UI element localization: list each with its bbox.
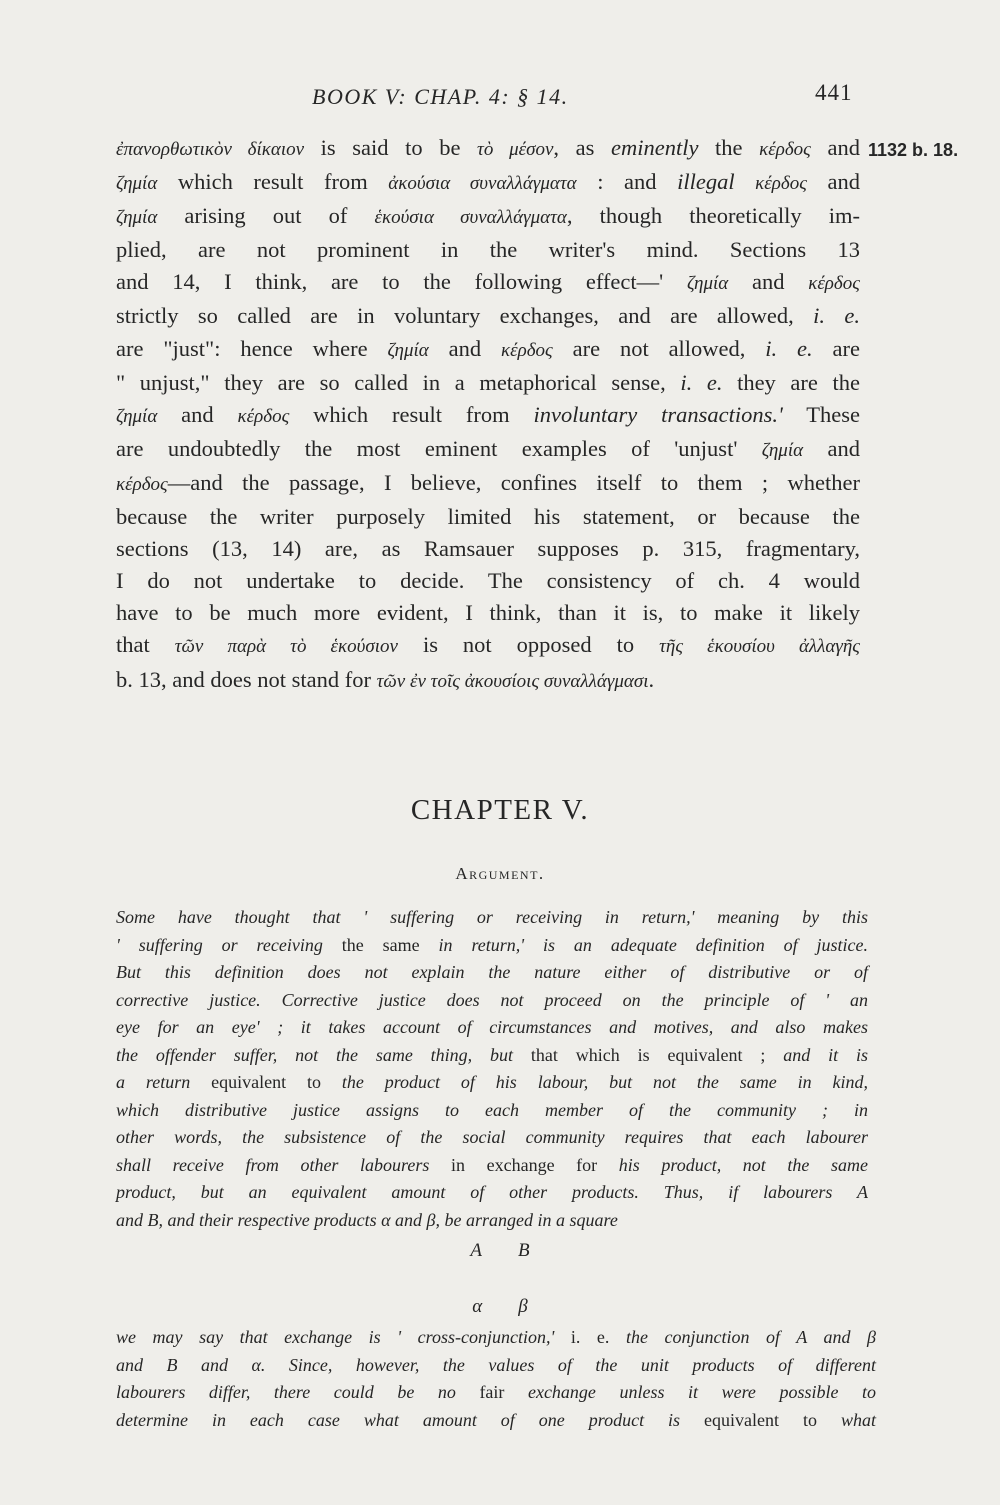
text-run: strictly so called are in voluntary exchanges, and are allowed, xyxy=(116,303,814,329)
argument-continuation xyxy=(116,1324,876,1434)
text-run: ' suffering or receiving xyxy=(116,934,323,955)
text-run: corrective justice. Corrective justice does not proceed on the principle of ' an xyxy=(116,989,868,1010)
roman-run: equivalent to xyxy=(190,1072,342,1092)
argument-line xyxy=(116,1407,876,1435)
text-run: other words, the subsistence of the social community requires that each labourer xyxy=(116,1127,868,1147)
body-line xyxy=(116,467,860,501)
text-run: Some have thought that ' suffering or receiving in return,' meaning by this xyxy=(116,907,868,927)
text-run: is not opposed to xyxy=(397,632,660,658)
argument-line xyxy=(116,1042,868,1070)
text-run: " unjust," they are so called in a metaphorical sense, xyxy=(116,369,681,395)
body-line xyxy=(116,266,860,300)
text-run: what xyxy=(840,1409,876,1430)
text-run: are xyxy=(812,335,860,361)
argument-line xyxy=(116,1379,876,1407)
text-run: that xyxy=(116,632,175,658)
text-run: a return xyxy=(116,1072,191,1092)
text-run: in return,' is an adequate definition of justice. xyxy=(438,934,868,955)
greek-phrase: ἀκούσια συναλλάγματα xyxy=(388,173,577,195)
argument-line xyxy=(116,1124,868,1152)
text-run: are "just": hence where xyxy=(116,335,388,361)
body-line xyxy=(116,565,860,597)
greek-phrase: ἐπανορθωτικὸν δίκαιον xyxy=(116,139,305,160)
text-run: and it is xyxy=(783,1044,868,1065)
argument-line xyxy=(116,1097,868,1125)
body-line xyxy=(116,132,860,166)
square-letter: A xyxy=(470,1240,482,1261)
text-run: I do not undertake to decide. The consistency of ch. 4 would xyxy=(116,568,860,594)
square-top-row xyxy=(0,1240,1000,1262)
greek-phrase: ζημία xyxy=(116,207,158,229)
body-line xyxy=(116,399,860,433)
greek-phrase: κέρδος xyxy=(237,405,290,427)
argument-line xyxy=(116,904,868,932)
text-run: the xyxy=(698,135,760,160)
body-line xyxy=(116,501,860,533)
argument-line xyxy=(116,1352,876,1380)
body-line xyxy=(116,533,860,565)
text-run: the offender suffer, not the same thing, but xyxy=(116,1044,514,1065)
text-run: and xyxy=(810,135,860,160)
body-text xyxy=(116,132,860,698)
greek-phrase: κέρδος xyxy=(500,339,553,361)
text-run: , as xyxy=(553,135,611,160)
text-run: are not allowed, xyxy=(552,335,766,361)
argument-text xyxy=(116,904,868,1234)
square-letter: β xyxy=(518,1296,528,1317)
body-line xyxy=(116,300,860,332)
body-line xyxy=(116,597,860,629)
argument-line xyxy=(116,1324,876,1352)
text-run: the conjunction of A and β xyxy=(625,1327,876,1347)
text-run: labourers differ, there could be no xyxy=(116,1382,456,1402)
argument-line xyxy=(116,1014,868,1042)
text-run: which result from xyxy=(157,169,389,195)
greek-phrase: τῶν ἐν τοῖς ἀκουσίοις συναλλάγμασι xyxy=(376,670,649,692)
argument-line xyxy=(116,987,868,1015)
text-run: shall receive from other labourers xyxy=(116,1154,430,1175)
greek-phrase: κέρδος xyxy=(759,139,811,160)
margin-reference: 1132 b. 18. xyxy=(868,140,959,160)
square-bottom-row xyxy=(0,1296,1000,1318)
text-run: have to be much more evident, I think, than it is, to make it likely xyxy=(116,600,860,626)
text-run: product, but an equivalent amount of other products. Thus, if labourers A xyxy=(116,1182,868,1202)
body-line xyxy=(116,333,860,367)
greek-phrase: ζημία xyxy=(686,273,729,295)
text-run: b. 13, and does not stand for xyxy=(116,666,377,692)
greek-phrase: κέρδος xyxy=(755,173,807,195)
greek-phrase: κέρδος xyxy=(808,273,860,295)
text-run: and xyxy=(157,401,238,427)
text-run: eye for an eye' ; it takes account of circumstances and motives, and also makes xyxy=(116,1017,868,1037)
text-run: which distributive justice assigns to each member of the community ; in xyxy=(116,1099,868,1120)
greek-phrase: τῆς ἑκουσίου ἀλλαγῆς xyxy=(659,636,860,658)
running-head: BOOK V: CHAP. 4: § 14. xyxy=(312,84,569,109)
text-run xyxy=(735,169,756,194)
italic-run: illegal xyxy=(677,169,735,195)
italic-run: involuntary transactions.' xyxy=(533,401,783,427)
text-run: . xyxy=(648,666,655,692)
text-run: —and the passage, I believe, confines itself to them ; whether xyxy=(167,469,860,495)
text-run: and xyxy=(806,169,860,195)
text-run: and 14, I think, are to the following effect—' xyxy=(116,269,687,295)
text-run: his product, not the same xyxy=(618,1154,868,1175)
argument-line xyxy=(116,1152,868,1180)
square-letter: B xyxy=(518,1240,530,1261)
text-run: and xyxy=(728,269,809,295)
argument-line xyxy=(116,1179,868,1207)
greek-phrase: τῶν παρὰ τὸ ἑκούσιον xyxy=(174,636,398,658)
roman-run: i. e. xyxy=(554,1327,626,1347)
text-run: and B, and their respective products α and β, be arranged in a square xyxy=(116,1209,618,1230)
text-run: exchange unless it were possible to xyxy=(527,1382,876,1402)
text-run: But this definition does not explain the nature either of distributive or of xyxy=(116,962,868,982)
argument-line xyxy=(116,932,868,960)
argument-line xyxy=(116,1069,868,1097)
body-line xyxy=(116,629,860,663)
text-run: plied, are not prominent in the writer's mind. Sections 13 xyxy=(116,237,860,263)
roman-run: in exchange for xyxy=(429,1154,619,1175)
italic-run: i. e. xyxy=(765,335,813,361)
square-letter: α xyxy=(472,1296,483,1317)
argument-heading: Argument. xyxy=(455,864,545,883)
text-run: is said to be xyxy=(304,135,478,160)
roman-run: the same xyxy=(322,934,439,955)
text-run: arising out of xyxy=(157,203,375,229)
page-number: 441 xyxy=(815,80,853,105)
body-line xyxy=(116,234,860,266)
body-line xyxy=(116,433,860,467)
body-line xyxy=(116,166,860,200)
greek-phrase: ἑκούσια συναλλάγματα xyxy=(374,207,567,229)
text-run: and xyxy=(803,435,860,461)
text-run: we may say that exchange is ' cross-conjunction,' xyxy=(116,1327,555,1347)
text-run: because the writer purposely limited his statement, or because the xyxy=(116,504,860,530)
italic-run: i. e. xyxy=(813,303,860,329)
greek-phrase: ζημία xyxy=(116,405,158,427)
greek-phrase: ζημία xyxy=(761,439,804,461)
greek-phrase: ζημία xyxy=(387,339,429,361)
italic-run: i. e. xyxy=(680,369,723,395)
chapter-title: CHAPTER V. xyxy=(410,794,590,826)
text-run: determine in each case what amount of one product is xyxy=(116,1409,681,1430)
body-line xyxy=(116,200,860,234)
text-run: sections (13, 14) are, as Ramsauer supposes p. 315, fragmentary, xyxy=(116,536,860,562)
body-line xyxy=(116,664,860,698)
text-run: , though theoretically im- xyxy=(566,203,860,229)
text-run: These xyxy=(782,401,860,427)
argument-line xyxy=(116,959,868,987)
argument-line xyxy=(116,1207,868,1235)
body-line xyxy=(116,367,860,399)
text-run: and B and α. Since, however, the values of the unit products of different xyxy=(116,1354,876,1375)
greek-phrase: ζημία xyxy=(116,173,158,195)
text-run: the product of his labour, but not the same in kind, xyxy=(341,1072,868,1092)
text-run: and xyxy=(428,335,501,361)
text-run: are undoubtedly the most eminent examples of 'unjust' xyxy=(116,435,762,461)
text-run: : and xyxy=(576,169,678,195)
text-run: which result from xyxy=(289,401,534,427)
roman-run: equivalent to xyxy=(680,1409,841,1430)
roman-run: fair xyxy=(455,1382,528,1402)
roman-run: that which is equivalent ; xyxy=(513,1044,784,1065)
text-run: they are the xyxy=(722,369,860,395)
greek-phrase: τὸ μέσον xyxy=(477,139,554,160)
italic-run: eminently xyxy=(610,135,699,160)
greek-phrase: κέρδος xyxy=(116,473,168,495)
